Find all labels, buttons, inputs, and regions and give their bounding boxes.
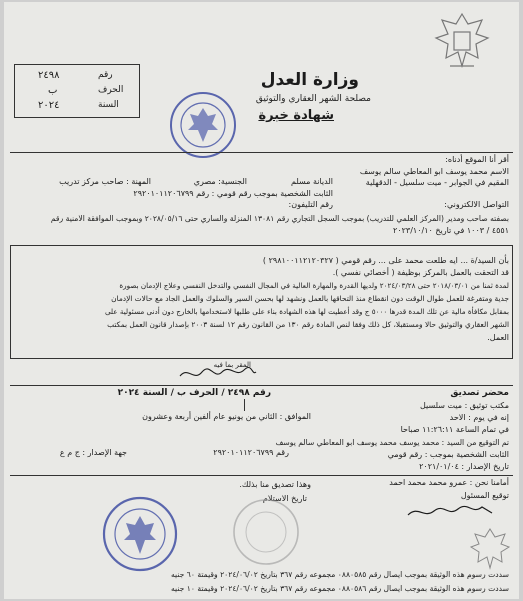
fees-line-2: سددت رسوم هذه الوثيقة بموجب ايصال رقم ٠٨٨٠٥٨٦ مجموعه رقم ٣٦٧ بتاريخ ٢٠٢٤/٠٦/٠٢ وقيمتة ١٠ جنيه: [170, 584, 509, 593]
declarant-job: المهنة : صاحب مركز تدريب: [59, 177, 151, 186]
ratification-tick: [244, 399, 245, 411]
statement-line-1: بأن السيد/ة ... ايه طلعت محمد على ... رقم قومي ( ٢٩٨١٠٠١١٢١٢٠٣٢٧ ): [262, 256, 509, 265]
ref-year-label: السنة: [98, 100, 119, 110]
statement-line-4: جدية ومتفرغة للعمل طوال الوقت دون انقطاع منذ التحاقها بالعمل ونشهد لها بحسن السير والسلوك والعمل الجاد مع حالات الإدمان: [111, 294, 509, 303]
phone-label: رقم التليفون:: [288, 200, 333, 209]
authority-title: مصلحة الشهر العقاري والتوثيق: [255, 94, 371, 104]
divider-witness: [10, 475, 513, 476]
divider-top: [10, 152, 513, 153]
fees-line-1: سددت رسوم هذه الوثيقة بموجب ايصال رقم ٠٨٨٠٥٨٥ مجموعه رقم ٣٦٧ بتاريخ ٢٠٢٤/٠٦/٠٢ وقيمتة ٦٠ جنيه: [170, 570, 509, 579]
eagle-emblem-icon: [432, 10, 492, 74]
ratification-date: الموافق : الثاني من يونيو عام ألفين أربعة وعشرون: [142, 412, 311, 421]
ref-letter-label: الحرف: [98, 85, 124, 95]
ref-number-label: رقم: [98, 70, 113, 80]
ratification-witness: أمامنا نحن : عمرو محمد محمد احمد: [389, 478, 509, 487]
contact-label: التواصل الالكتروني:: [444, 200, 509, 209]
ref-number-value: ٢٤٩٨: [38, 70, 60, 81]
statement-line-3: لمدة ثمنا من ٢٠١٨/٠٣/٠١ حتى ٢٠٢٤/٠٣/٢٨ ولديها القدرة والمهارة العالية في المجال النفسي والتدخل النفسي وعلاج الإدمان بصورة: [119, 281, 509, 290]
ratification-time: في تمام الساعة ١١:٢٦:١١ صباحا: [400, 425, 509, 434]
statement-line-6: الشهر العقاري والتوثيق حالا ومستقبلا، كل ذلك وفقا لنص المادة رقم ١٣٠ من القانون رقم ١٢ لسنة ٢٠٠٣ بإصدار قانون العمل بمكتب: [107, 320, 509, 329]
declarant-address: المقيم في الجوابر - ميت سلسيل - الدقهلية: [365, 178, 509, 187]
ratification-issue-date: تاريخ الإصدار : ٢٠٢١/٠١/٠٤: [419, 462, 509, 471]
eagle-emblem-bottom-icon: [468, 526, 512, 574]
declarant-name: الاسم محمد يوسف ابو المعاطي سالم يوسف: [359, 167, 509, 176]
ratification-id-number: رقم ٢٩٢٠١٠١١٢٠٦٧٩٩: [213, 448, 289, 457]
signer-label: المقر بما فيه: [213, 361, 251, 369]
statement-line-5: بمقابل مكافأة مالية عن تلك المدة قدرها ٥٠٠٠ ج وقد أعطيت لها هذه الشهادة بناء على طلبها لاستخدامها بالخارج دون أدنى مسئولية على: [104, 307, 509, 316]
declarant-nationality: الجنسية: مصري: [193, 177, 247, 186]
statement-line-7: العمل.: [487, 333, 509, 342]
divider-ratification: [10, 385, 513, 386]
official-stamp-bottom: [100, 494, 180, 574]
capacity-line-2: ٤٥٥١ / ١٠٠٣ في تاريخ ٢٠٢٣/١٠/١٠: [393, 226, 509, 235]
ref-year-value: ٢٠٢٤: [38, 100, 60, 111]
receipt-date-label: تاريخ الاستلام: [262, 494, 307, 503]
declarant-signature: [178, 364, 258, 384]
declarant-id: الثابت الشخصية بموجب رقم قومي : رقم ٢٩٢٠١٠١١٢٠٦٧٩٩: [133, 189, 333, 198]
ratification-issuer: جهة الإصدار : ج م ع: [59, 448, 127, 457]
official-signature: [406, 501, 496, 523]
ratification-confirm: وهذا تصديق منا بذلك.: [239, 480, 311, 489]
capacity-line-1: بصفته صاحب ومدير (المركز العلمي للتدريب) بموجب السجل التجاري رقم ١٣٠٨١ المنزلة والساري حتى ٢٠٢٨/٠٥/١٦ وبموجب الموافقة الامنية رقم: [50, 214, 509, 223]
official-stamp-top: [168, 90, 238, 160]
statement-line-2: قد التحقت بالعمل بالمركز بوظيفة ( أخصائي نفسي ).: [332, 268, 509, 277]
declarant-intro: أقر أنا الموقع أدناه:: [445, 155, 509, 164]
ratification-title: محضر تصديق: [450, 388, 509, 398]
ratification-ref: رقم ٢٤٩٨ / الحرف ب / السنة ٢٠٢٤: [117, 388, 271, 398]
faded-stamp: [230, 496, 302, 568]
ratification-office: مكتب توثيق : ميت سلسيل: [419, 401, 509, 410]
declarant-religion: الديانة مسلم: [291, 177, 333, 186]
ratification-signed-by: تم التوقيع من السيد : محمد يوسف محمد يوسف ابو المعاطي سالم يوسف: [275, 438, 509, 447]
certificate-document: [4, 2, 519, 599]
ref-letter-value: ب: [48, 85, 58, 96]
ratification-day: إنه في يوم : الاحد: [449, 413, 509, 422]
ministry-title: وزارة العدل: [260, 70, 359, 90]
certificate-title: شهادة خبرة: [258, 108, 334, 123]
ratification-id: الثابت الشخصية بموجب : رقم قومي: [387, 450, 509, 459]
official-signature-label: توقيع المسئول: [460, 491, 509, 500]
